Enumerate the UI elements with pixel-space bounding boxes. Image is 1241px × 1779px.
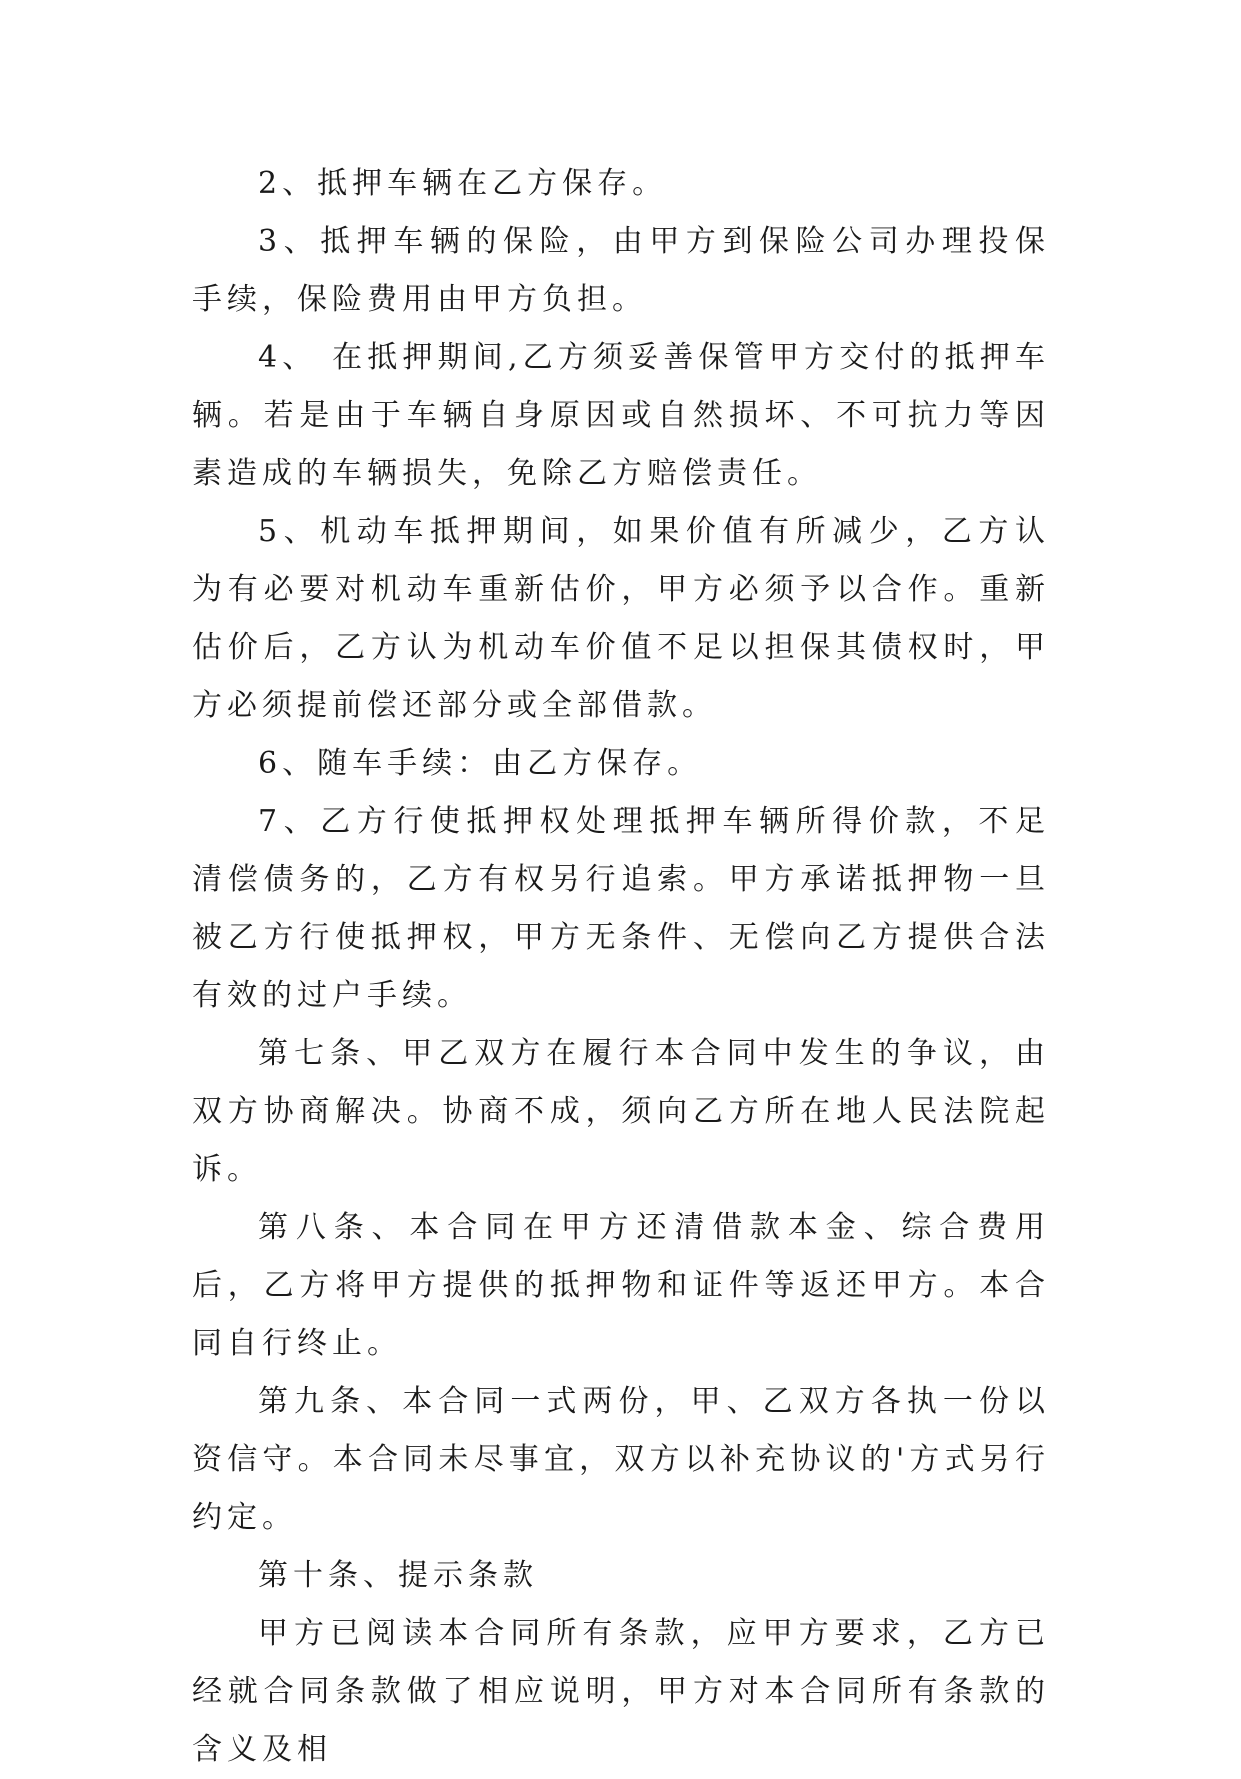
- paragraph-article-8: 第八条、本合同在甲方还清借款本金、综合费用后，乙方将甲方提供的抵押物和证件等返还甲方。本合同自行终止。: [192, 1210, 1050, 1361]
- paragraph-article-7: 第七条、甲乙双方在履行本合同中发生的争议，由双方协商解决。协商不成，须向乙方所在地人民法院起诉。: [192, 1036, 1050, 1187]
- document-body: [192, 155, 1050, 1779]
- paragraph-clause-7: 7、乙方行使抵押权处理抵押车辆所得价款，不足清偿债务的，乙方有权另行追索。甲方承诺抵押物一旦被乙方行使抵押权，甲方无条件、无偿向乙方提供合法有效的过户手续。: [192, 804, 1050, 1013]
- paragraph-clause-5: 5、机动车抵押期间，如果价值有所减少，乙方认为有必要对机动车重新估价，甲方必须予以合作。重新估价后，乙方认为机动车价值不足以担保其债权时，甲方必须提前偿还部分或全部借款。: [192, 514, 1050, 723]
- paragraph-clause-3: 3、抵押车辆的保险，由甲方到保险公司办理投保手续，保险费用由甲方负担。: [192, 224, 1050, 317]
- paragraph-article-10-heading: 第十条、提示条款: [258, 1558, 538, 1593]
- paragraph-clause-6: 6、随车手续：由乙方保存。: [258, 746, 703, 781]
- paragraph-clause-2: 2、抵押车辆在乙方保存。: [258, 166, 668, 201]
- paragraph-article-9: 第九条、本合同一式两份，甲、乙双方各执一份以资信守。本合同未尽事宜，双方以补充协议的'方式另行约定。: [192, 1384, 1050, 1535]
- paragraph-clause-4: 4、 在抵押期间,乙方须妥善保管甲方交付的抵押车辆。若是由于车辆自身原因或自然损坏、不可抗力等因素造成的车辆损失，免除乙方赔偿责任。: [192, 340, 1050, 491]
- paragraph-article-10-text: 甲方已阅读本合同所有条款，应甲方要求，乙方已经就合同条款做了相应说明，甲方对本合同所有条款的含义及相: [192, 1616, 1050, 1767]
